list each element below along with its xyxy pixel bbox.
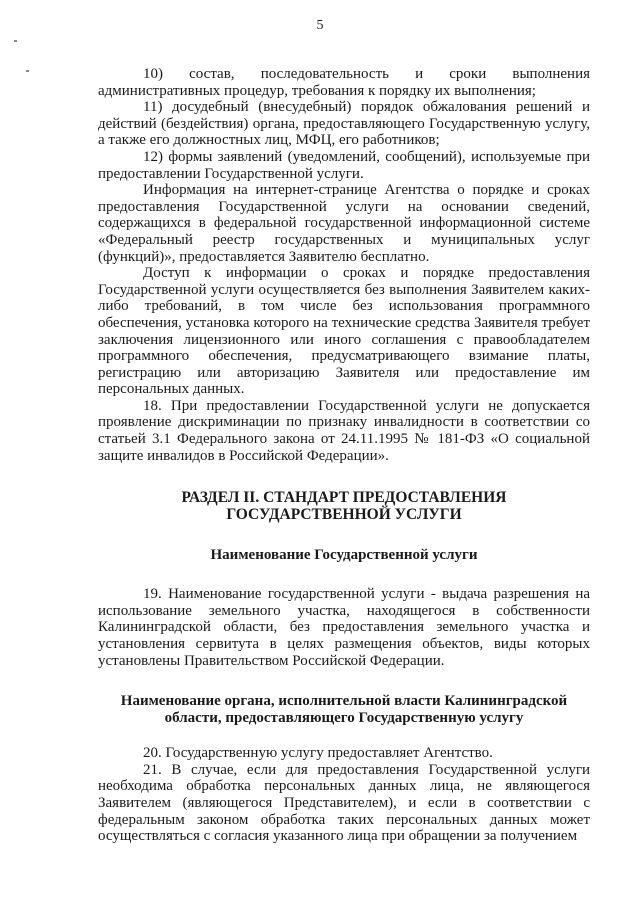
paragraph-item-11: 11) досудебный (внесудебный) порядок обжалования решений и действий (бездействия) органа, предоставляющего Государственную услугу, а также его должностных лиц, МФЦ, его работников; — [98, 99, 590, 149]
page-number: 5 — [316, 18, 324, 33]
paragraph-19: 19. Наименование государственной услуги - выдача разрешения на использование земельного участка, находящегося в собственности Калининградской области, без предоставления земельного участка и установления сервитута в целях размещения объектов, виды которых установлены Правительством Российской Федерации. — [98, 586, 590, 669]
paragraph-access-info: Доступ к информации о сроках и порядке предоставления Государственной услуги осуществляется без выполнения Заявителем каких-либо требований, в том числе без использования программного обеспечения, установка которого на технические средства Заявителя требует заключения лицензионного или иного соглашения с правообладателем программного обеспечения, предусматривающего взимание платы, регистрацию или авторизацию Заявителя или предоставление им персональных данных. — [98, 265, 590, 398]
scan-artifact — [26, 70, 29, 72]
subsection-title-authority — [98, 693, 590, 727]
paragraph-info-website: Информация на интернет-странице Агентства о порядке и сроках предоставления Государственной услуги на основании сведений, содержащихся в федеральной государственной информационной системе «Федеральный реестр государственных и муниципальных услуг (функций)», предоставляется Заявителю бесплатно. — [98, 182, 590, 265]
paragraph-item-10: 10) состав, последовательность и сроки выполнения административных процедур, требования к порядку их выполнения; — [98, 66, 590, 99]
paragraph-20: 20. Государственную услугу предоставляет Агентство. — [143, 745, 493, 762]
section-title-line-1: РАЗДЕЛ II. СТАНДАРТ ПРЕДОСТАВЛЕНИЯ — [181, 489, 507, 507]
paragraph-item-12: 12) формы заявлений (уведомлений, сообщений), используемые при предоставлении Государственной услуги. — [98, 148, 590, 182]
subsection-title-authority-line-1: Наименование органа, исполнительной власти Калининградской — [120, 693, 568, 710]
scan-artifact — [14, 40, 17, 42]
section-title — [98, 489, 590, 523]
subsection-title-authority-line-2: области, предоставляющего Государственную услугу — [164, 710, 524, 727]
section-title-line-2: ГОСУДАРСТВЕННОЙ УСЛУГИ — [226, 506, 462, 524]
paragraph-18: 18. При предоставлении Государственной услуги не допускается проявление дискриминации по признаку инвалидности в соответствии со статьей 3.1 Федерального закона от 24.11.1995 № 181-ФЗ «О социальной защите инвалидов в Российской Федерации». — [98, 397, 590, 464]
paragraph-21: 21. В случае, если для предоставления Государственной услуги необходима обработка персональных данных лица, не являющегося Заявителем (являющегося Представителем), и если в соответствии с федеральным законом обработка таких персональных данных может осуществляться с согласия указанного лица при обращении за получением — [98, 761, 590, 845]
document-body — [98, 66, 590, 845]
subsection-title-service-name: Наименование Государственной услуги — [210, 547, 478, 564]
